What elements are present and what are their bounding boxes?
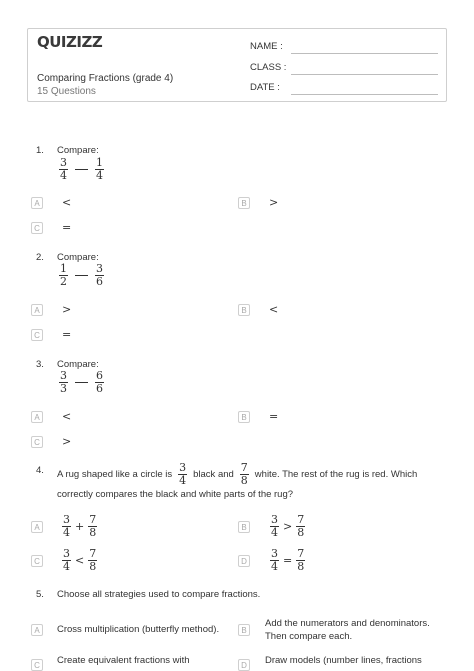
prompt-text: A rug shaped like a circle is	[57, 469, 173, 480]
option-d-box[interactable]: D	[238, 659, 250, 671]
question-prompt: Compare:	[57, 145, 99, 156]
fraction-black: $\frac{3}{4}$	[179, 461, 187, 487]
fraction: $\frac{3}{4}$	[271, 547, 278, 573]
fraction: $\frac{7}{8}$	[297, 513, 305, 539]
option-c-box[interactable]: C	[31, 329, 43, 341]
option-a-value: <	[62, 196, 72, 209]
question-number: 2.	[36, 252, 44, 263]
name-field-line[interactable]	[291, 53, 438, 54]
option-b-value: <	[269, 303, 279, 316]
option-c-value: =	[62, 328, 72, 341]
option-a-box[interactable]: A	[31, 521, 43, 533]
worksheet-title: Comparing Fractions (grade 4)	[37, 73, 174, 84]
option-a-value: >	[62, 303, 72, 316]
blank-line	[75, 169, 88, 170]
option-a-box[interactable]: A	[31, 304, 43, 316]
option-c-text: Create equivalent fractions with	[57, 655, 190, 666]
date-label: DATE :	[250, 82, 280, 93]
option-a-value: <	[62, 410, 72, 423]
fraction: $\frac{7}{8}$	[89, 513, 97, 539]
option-c-value: =	[62, 221, 72, 234]
option-c-expression	[60, 548, 99, 573]
class-field-line[interactable]	[291, 74, 438, 75]
option-b-box[interactable]: B	[238, 304, 250, 316]
question-prompt-line2: correctly compares the black and white parts of the rug?	[57, 489, 294, 500]
worksheet-header	[27, 28, 447, 102]
option-b-box[interactable]: B	[238, 521, 250, 533]
prompt-text: white. The rest of the rug is red. Which	[254, 469, 418, 480]
fraction: $\frac{3}{4}$	[271, 513, 278, 539]
option-b-box[interactable]: B	[238, 197, 250, 209]
comparison-expression	[57, 263, 106, 288]
option-a-box[interactable]: A	[31, 197, 43, 209]
operator: +	[75, 520, 85, 533]
option-d-text: Draw models (number lines, fractions	[265, 655, 422, 666]
class-label: CLASS :	[250, 62, 287, 73]
fraction-right: $\frac{3}{6}$	[96, 262, 103, 288]
option-c-box[interactable]: C	[31, 436, 43, 448]
option-b-value: >	[269, 196, 279, 209]
quizizz-logo: QUIZIZZ	[37, 33, 103, 51]
blank-line	[75, 382, 88, 383]
fraction-white: $\frac{7}{8}$	[240, 461, 248, 487]
option-a-text: Cross multiplication (butterfly method).	[57, 624, 220, 635]
question-number: 5.	[36, 589, 44, 600]
fraction-left: $\frac{1}{2}$	[60, 262, 67, 288]
comparison-expression	[57, 370, 106, 395]
option-b-text: Add the numerators and denominators. Then compare each.	[265, 618, 430, 642]
operator: <	[75, 554, 85, 567]
fraction: $\frac{3}{4}$	[63, 547, 70, 573]
fraction-right: $\frac{1}{4}$	[96, 156, 103, 182]
option-c-box[interactable]: C	[31, 222, 43, 234]
option-b-value: =	[269, 410, 279, 423]
option-a-expression	[60, 514, 99, 539]
question-prompt: Choose all strategies used to compare fractions.	[57, 589, 261, 600]
question-number: 4.	[36, 465, 44, 476]
fraction: $\frac{3}{4}$	[63, 513, 70, 539]
option-b-box[interactable]: B	[238, 624, 250, 636]
question-number: 1.	[36, 145, 44, 156]
comparison-expression	[57, 157, 106, 182]
fraction-left: $\frac{3}{3}$	[60, 369, 67, 395]
question-prompt-line1	[57, 462, 417, 487]
fraction-left: $\frac{3}{4}$	[60, 156, 67, 182]
option-c-box[interactable]: C	[31, 555, 43, 567]
date-field-line[interactable]	[291, 94, 438, 95]
operator: =	[283, 554, 293, 567]
prompt-text: black and	[193, 469, 234, 480]
question-prompt: Compare:	[57, 252, 99, 263]
fraction-right: $\frac{6}{6}$	[96, 369, 103, 395]
option-b-box[interactable]: B	[238, 411, 250, 423]
option-d-box[interactable]: D	[238, 555, 250, 567]
option-a-box[interactable]: A	[31, 411, 43, 423]
fraction: $\frac{7}{8}$	[89, 547, 97, 573]
option-d-expression	[268, 548, 307, 573]
fraction: $\frac{7}{8}$	[297, 547, 305, 573]
option-c-box[interactable]: C	[31, 659, 43, 671]
option-b-expression	[268, 514, 307, 539]
option-c-value: >	[62, 435, 72, 448]
question-number: 3.	[36, 359, 44, 370]
question-count: 15 Questions	[37, 86, 96, 97]
blank-line	[75, 275, 88, 276]
question-prompt: Compare:	[57, 359, 99, 370]
name-label: NAME :	[250, 41, 283, 52]
operator: >	[283, 520, 293, 533]
option-a-box[interactable]: A	[31, 624, 43, 636]
